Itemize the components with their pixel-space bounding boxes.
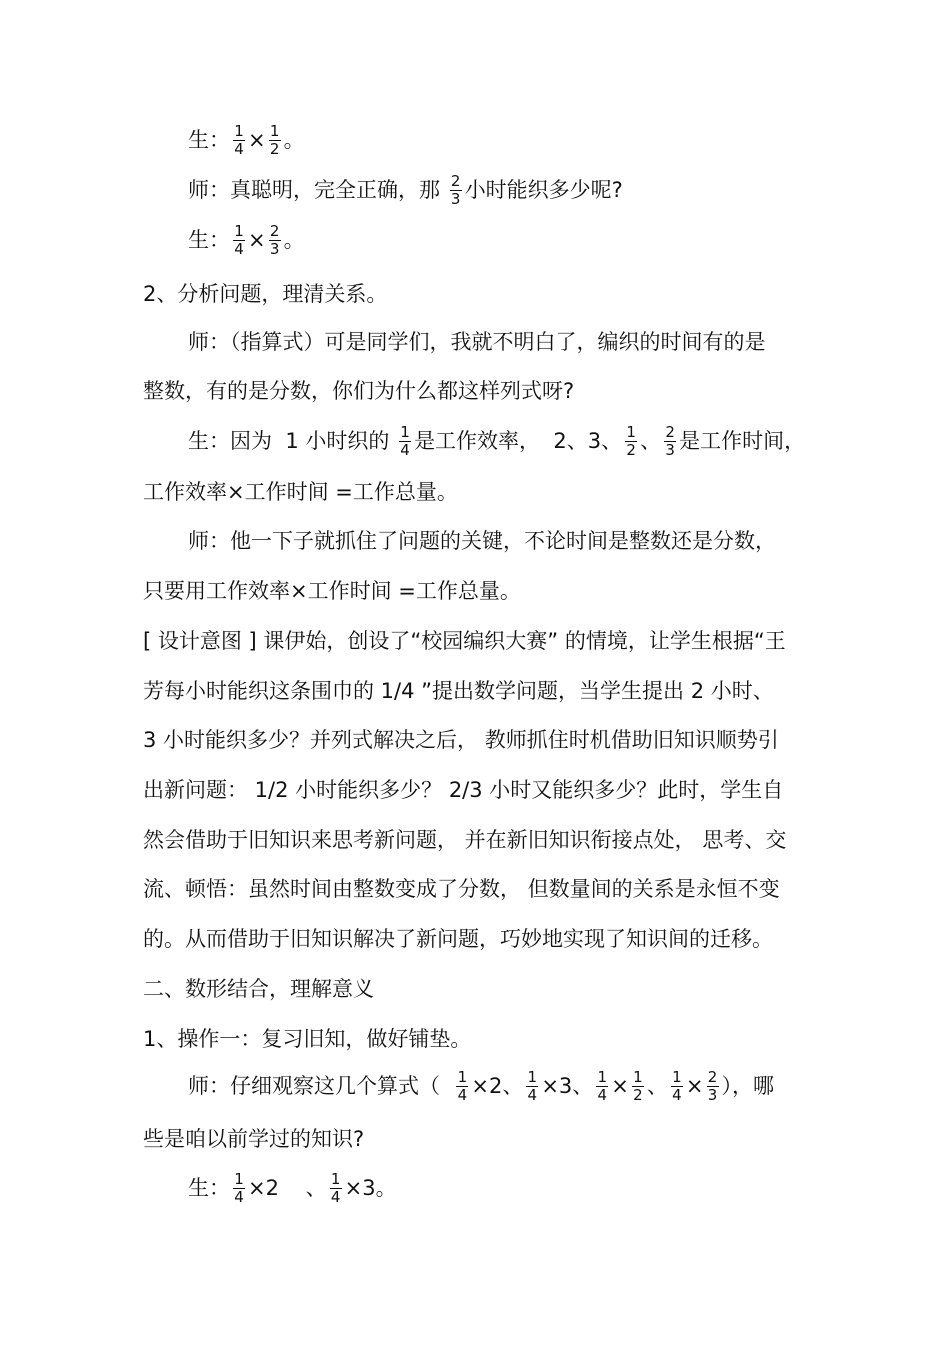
fraction (671, 1069, 683, 1104)
fraction-numerator: 1 (234, 1169, 244, 1188)
fraction-denominator: 4 (672, 1085, 682, 1104)
paragraph-line: 芳每小时能织这条围巾的 1/4 ”提出数学问题，当学生提出 2 小时、 (143, 679, 774, 703)
fraction-denominator: 3 (707, 1085, 718, 1104)
fraction-numerator: 1 (234, 121, 244, 140)
text-run: 。 (283, 128, 305, 152)
paragraph-line: 的。从而借助于旧知识解决了新问题，巧妙地实现了知识间的迁移。 (143, 927, 773, 951)
text-run: ×2、 (471, 1074, 524, 1098)
paragraph-line: 些是咱以前学过的知识? (143, 1127, 365, 1151)
fraction-denominator: 2 (626, 440, 636, 459)
dialogue-line-student (188, 122, 810, 158)
paragraph-line: 然会借助于旧知识来思考新问题， 并在新旧知识衔接点处， 思考、交 (143, 828, 787, 852)
text-run: × (248, 128, 266, 152)
text-run: ×3。 (344, 1176, 397, 1200)
fraction-denominator: 4 (330, 1187, 341, 1206)
text-run: 生： (188, 1176, 230, 1200)
fraction-denominator: 4 (597, 1085, 608, 1104)
fraction (664, 424, 676, 459)
fraction-denominator: 4 (457, 1085, 468, 1104)
paragraph-line: 师：（指算式）可是同学们，我就不明白了，编织的时间有的是 (188, 330, 766, 354)
text-run: 师：仔细观察这几个算式（ (188, 1074, 454, 1098)
fraction (269, 123, 281, 158)
text-run: × (611, 1074, 629, 1098)
fraction (596, 1069, 608, 1104)
text-run: ×3、 (541, 1074, 594, 1098)
paragraph-line: 师：他一下子就抓住了问题的关键，不论时间是整数还是分数， (188, 529, 776, 553)
fraction-denominator: 3 (665, 440, 675, 459)
text-run: 。 (283, 228, 305, 252)
fraction-denominator: 2 (633, 1085, 643, 1104)
fraction (399, 424, 411, 459)
fraction (269, 223, 281, 258)
fraction-denominator: 4 (234, 139, 244, 158)
fraction (330, 1171, 342, 1206)
section-heading: 1、操作一：复习旧知，做好铺垫。 (143, 1027, 472, 1051)
text-run: 生：因为 1 小时织的 (188, 429, 397, 453)
paragraph-line: 出新问题： 1/2 小时能织多少？ 2/3 小时又能织多少？此时，学生自 (143, 778, 784, 802)
fraction-numerator: 1 (527, 1067, 538, 1086)
fraction (625, 424, 637, 459)
fraction-numerator: 1 (457, 1067, 468, 1086)
text-run: 小时能织多少呢? (464, 178, 623, 202)
paragraph-line: 只要用工作效率×工作时间 =工作总量。 (143, 579, 521, 603)
fraction (233, 123, 245, 158)
fraction-numerator: 1 (400, 422, 410, 441)
section-heading: 2、分析问题，理清关系。 (143, 282, 388, 306)
dialogue-line-teacher (188, 1068, 810, 1104)
fraction (233, 223, 245, 258)
text-run: 是工作时间， (679, 429, 806, 453)
fraction-numerator: 1 (672, 1067, 682, 1086)
design-intent-line: [ 设计意图 ] 课伊始，创设了“校园编织大赛” 的情境，让学生根据“王 (143, 629, 786, 653)
text-run: 、 (646, 1074, 668, 1098)
fraction-numerator: 1 (626, 422, 636, 441)
fraction-numerator: 1 (597, 1067, 608, 1086)
fraction-denominator: 4 (234, 1187, 244, 1206)
dialogue-line-student (188, 222, 810, 258)
paragraph-line: 工作效率×工作时间 =工作总量。 (143, 480, 458, 504)
fraction-numerator: 1 (633, 1067, 643, 1086)
text-run: 师：真聪明，完全正确，那 (188, 178, 447, 202)
fraction-denominator: 3 (450, 189, 461, 208)
text-run: 是工作效率， 2、3、 (414, 429, 623, 453)
fraction-numerator: 2 (269, 221, 280, 240)
paragraph-line: 3 小时能织多少？并列式解决之后， 教师抓住时机借助旧知识顺势引 (143, 728, 779, 752)
dialogue-line-student (188, 423, 810, 459)
dialogue-line-teacher (188, 172, 810, 208)
text-run: ×2 、 (248, 1176, 327, 1200)
fraction (233, 1171, 245, 1206)
fraction-denominator: 4 (527, 1085, 538, 1104)
fraction-denominator: 3 (269, 239, 280, 258)
text-run: × (685, 1074, 704, 1098)
fraction-numerator: 1 (234, 221, 244, 240)
fraction-numerator: 1 (269, 121, 280, 140)
text-run: 、 (640, 429, 662, 453)
fraction (526, 1069, 538, 1104)
section-heading: 二、数形结合，理解意义 (143, 977, 374, 1001)
fraction-denominator: 4 (400, 440, 410, 459)
fraction-numerator: 2 (665, 422, 675, 441)
text-run: 生： (188, 228, 230, 252)
paragraph-line: 整数，有的是分数，你们为什么都这样列式呀? (143, 379, 575, 403)
text-run: × (248, 228, 266, 252)
fraction (632, 1069, 644, 1104)
fraction-denominator: 2 (269, 139, 280, 158)
paragraph-line: 流、顿悟：虽然时间由整数变成了分数， 但数量间的关系是永恒不变 (143, 877, 780, 901)
fraction-denominator: 4 (234, 239, 244, 258)
fraction-numerator: 2 (707, 1067, 718, 1086)
fraction (707, 1069, 719, 1104)
text-run: 生： (188, 128, 230, 152)
dialogue-line-student (188, 1170, 810, 1206)
fraction (456, 1069, 468, 1104)
fraction-numerator: 1 (330, 1169, 341, 1188)
fraction (450, 173, 462, 208)
fraction-numerator: 2 (450, 171, 461, 190)
text-run: ），哪 (721, 1074, 775, 1098)
